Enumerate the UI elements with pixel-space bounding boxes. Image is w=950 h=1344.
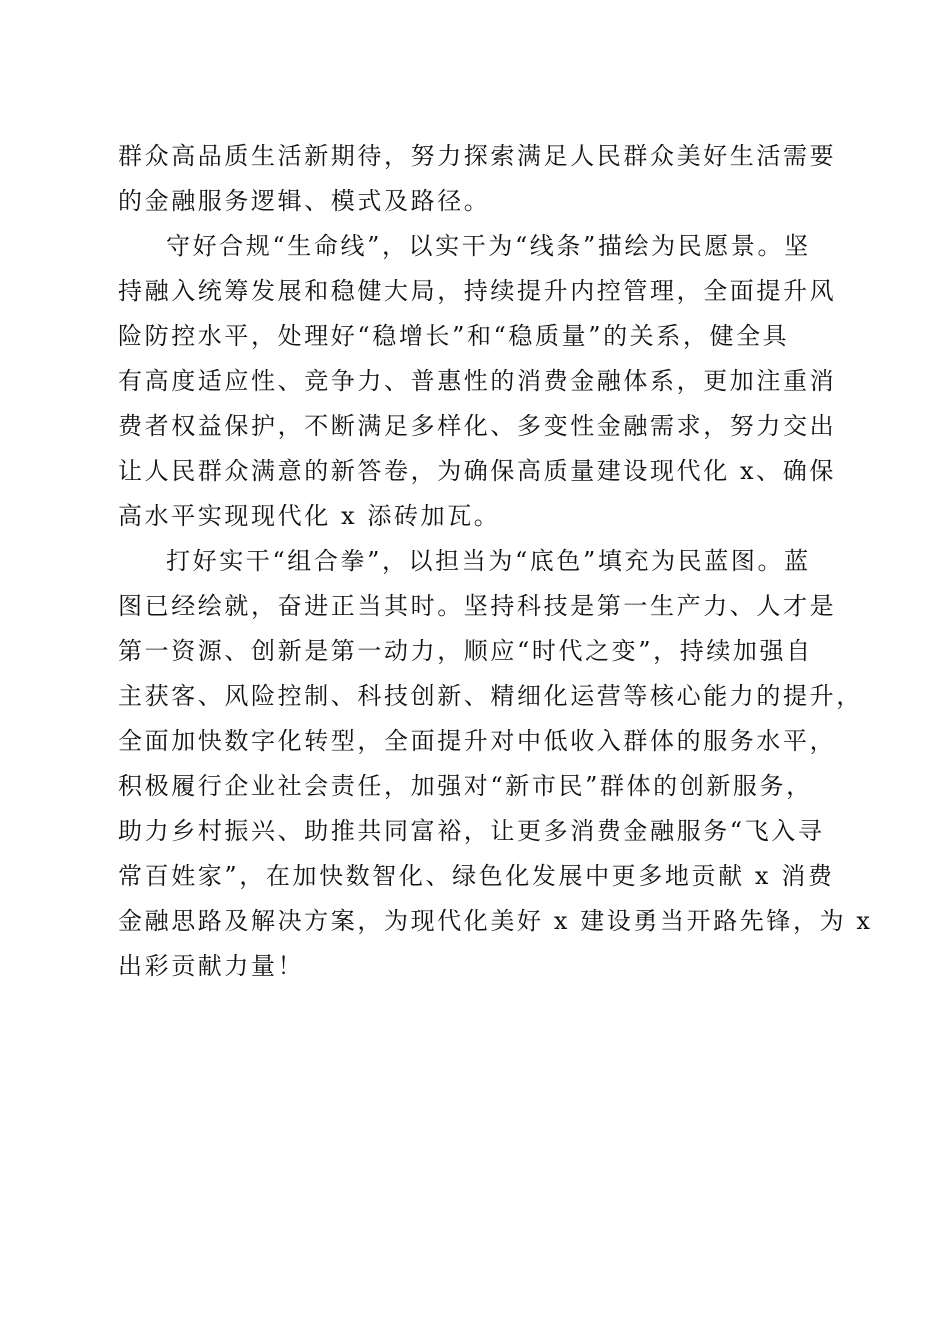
- text-line: 高水平实现现代化 x 添砖加瓦。: [118, 502, 501, 530]
- text-line: 全面加快数字化转型，全面提升对中低收入群体的服务水平，: [118, 727, 837, 755]
- text-line: 金融思路及解决方案，为现代化美好 x 建设勇当开路先锋，为 x: [118, 907, 873, 935]
- text-line: 有高度适应性、竞争力、普惠性的消费金融体系，更加注重消: [118, 367, 837, 395]
- text-line: 积极履行企业社会责任，加强对“新市民”群体的创新服务，: [118, 772, 813, 800]
- text-line: 的金融服务逻辑、模式及路径。: [118, 187, 491, 215]
- text-line: 让人民群众满意的新答卷，为确保高质量建设现代化 x、确保: [118, 457, 836, 485]
- text-line: 主获客、风险控制、科技创新、精细化运营等核心能力的提升，: [118, 682, 863, 710]
- text-line: 持融入统筹发展和稳健大局，持续提升内控管理，全面提升风: [118, 277, 837, 305]
- text-line: 常百姓家”，在加快数智化、绿色化发展中更多地贡献 x 消费: [118, 862, 835, 890]
- text-line: 群众高品质生活新期待，努力探索满足人民群众美好生活需要: [118, 142, 837, 170]
- text-line: 助力乡村振兴、助推共同富裕，让更多消费金融服务“飞入寻: [118, 817, 825, 845]
- paragraph-combination: [118, 539, 873, 989]
- document-body: [118, 134, 873, 989]
- text-line: 守好合规“生命线”，以实干为“线条”描绘为民愿景。坚: [166, 232, 811, 260]
- text-line: 打好实干“组合拳”，以担当为“底色”填充为民蓝图。蓝: [166, 547, 811, 575]
- text-line: 费者权益保护，不断满足多样化、多变性金融需求，努力交出: [118, 412, 837, 440]
- paragraph-compliance: [118, 224, 838, 539]
- text-line: 出彩贡献力量！: [118, 952, 305, 980]
- paragraph-continuation: [118, 134, 838, 224]
- text-line: 险防控水平，处理好“稳增长”和“稳质量”的关系，健全具: [118, 322, 790, 350]
- text-line: 图已经绘就，奋进正当其时。坚持科技是第一生产力、人才是: [118, 592, 837, 620]
- text-line: 第一资源、创新是第一动力，顺应“时代之变”，持续加强自: [118, 637, 813, 665]
